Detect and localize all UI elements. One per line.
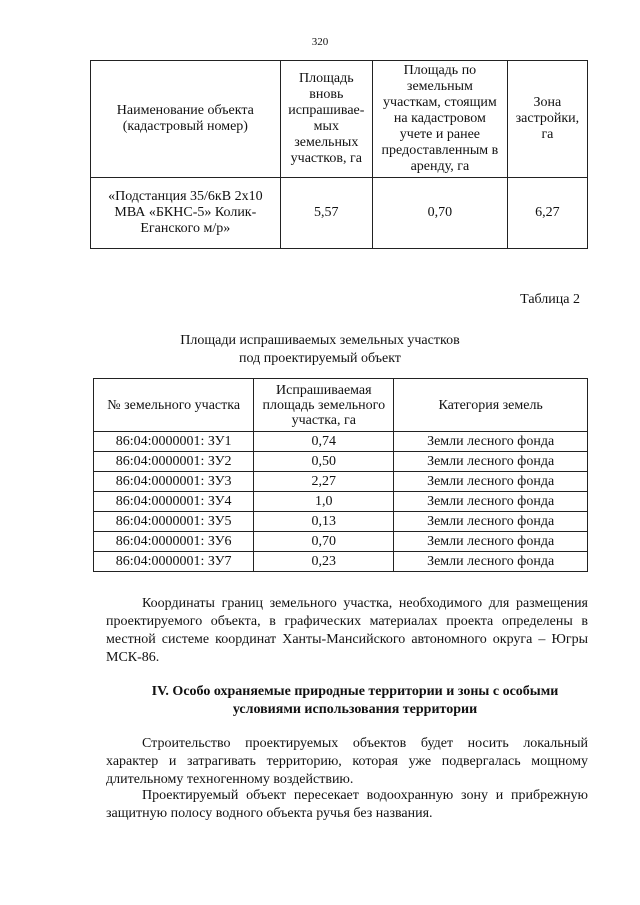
table-row	[94, 512, 588, 532]
cell-plot-number: 86:04:0000001: ЗУ3	[94, 472, 254, 492]
cell-area: 1,0	[254, 492, 394, 512]
cell-category: Земли лесного фонда	[394, 452, 588, 472]
header-requested-area: Испрашиваемая площадь земельного участка, га	[254, 379, 394, 432]
cell-area: 0,23	[254, 552, 394, 572]
header-plot-number: № земельного участка	[94, 379, 254, 432]
cell-plot-number: 86:04:0000001: ЗУ5	[94, 512, 254, 532]
cell-area: 2,27	[254, 472, 394, 492]
paragraph-construction: Строительство проектируемых объектов будет носить локальный характер и затрагивать территорию, которая уже подвергалась мощному длительному техногенному воздействию.	[106, 736, 588, 787]
table-land-areas-object	[90, 60, 588, 249]
cell-category: Земли лесного фонда	[394, 532, 588, 552]
section-heading: IV. Особо охраняемые природные территории и зоны с особыми условиями использования территории	[151, 684, 559, 717]
cell-category: Земли лесного фонда	[394, 512, 588, 532]
cell-category: Земли лесного фонда	[394, 432, 588, 452]
cell-area: 0,13	[254, 512, 394, 532]
paragraph-water: Проектируемый объект пересекает водоохранную зону и прибрежную защитную полосу водного объекта ручья без названия.	[106, 788, 588, 821]
cell-new-area: 5,57	[280, 178, 372, 249]
header-leased-area: Площадь по земельным участкам, стоящим на кадастровом учете и ранее предоставленным в аренду, га	[372, 61, 507, 178]
table-row	[94, 532, 588, 552]
header-land-category: Категория земель	[394, 379, 588, 432]
cell-object-name: «Подстанция 35/6кВ 2х10 МВА «БКНС-5» Колик-Еганского м/р»	[91, 178, 281, 249]
table-header-row	[94, 379, 588, 432]
paragraph-coordinates: Координаты границ земельного участка, необходимого для размещения проектируемого объекта, в графических материалах проекта определены в местной системе координат Ханты-Мансийского автономного округа – Югры МСК-86.	[106, 596, 588, 665]
page-number: 320	[311, 36, 329, 48]
cell-area: 0,74	[254, 432, 394, 452]
header-object-name: Наименование объекта (кадастровый номер)	[91, 61, 281, 178]
table-row	[94, 432, 588, 452]
cell-plot-number: 86:04:0000001: ЗУ7	[94, 552, 254, 572]
table-2-label: Таблица 2	[520, 292, 580, 307]
table-2-title	[0, 332, 640, 368]
table-header-row	[91, 61, 588, 178]
cell-category: Земли лесного фонда	[394, 552, 588, 572]
cell-leased-area: 0,70	[372, 178, 507, 249]
header-new-area: Площадь вновь испрашивае-мых земельных участков, га	[280, 61, 372, 178]
table-row	[94, 452, 588, 472]
cell-plot-number: 86:04:0000001: ЗУ6	[94, 532, 254, 552]
table-land-plots	[93, 378, 588, 572]
header-build-zone: Зона застройки, га	[507, 61, 587, 178]
cell-plot-number: 86:04:0000001: ЗУ1	[94, 432, 254, 452]
table-2-title-line-2: под проектируемый объект	[239, 351, 401, 366]
table-row	[94, 472, 588, 492]
cell-area: 0,70	[254, 532, 394, 552]
cell-plot-number: 86:04:0000001: ЗУ2	[94, 452, 254, 472]
table-row	[94, 492, 588, 512]
cell-category: Земли лесного фонда	[394, 492, 588, 512]
cell-area: 0,50	[254, 452, 394, 472]
cell-plot-number: 86:04:0000001: ЗУ4	[94, 492, 254, 512]
table-row	[91, 178, 588, 249]
table-2-title-line-1: Площади испрашиваемых земельных участков	[180, 333, 460, 348]
cell-category: Земли лесного фонда	[394, 472, 588, 492]
table-row	[94, 552, 588, 572]
cell-build-zone: 6,27	[507, 178, 587, 249]
